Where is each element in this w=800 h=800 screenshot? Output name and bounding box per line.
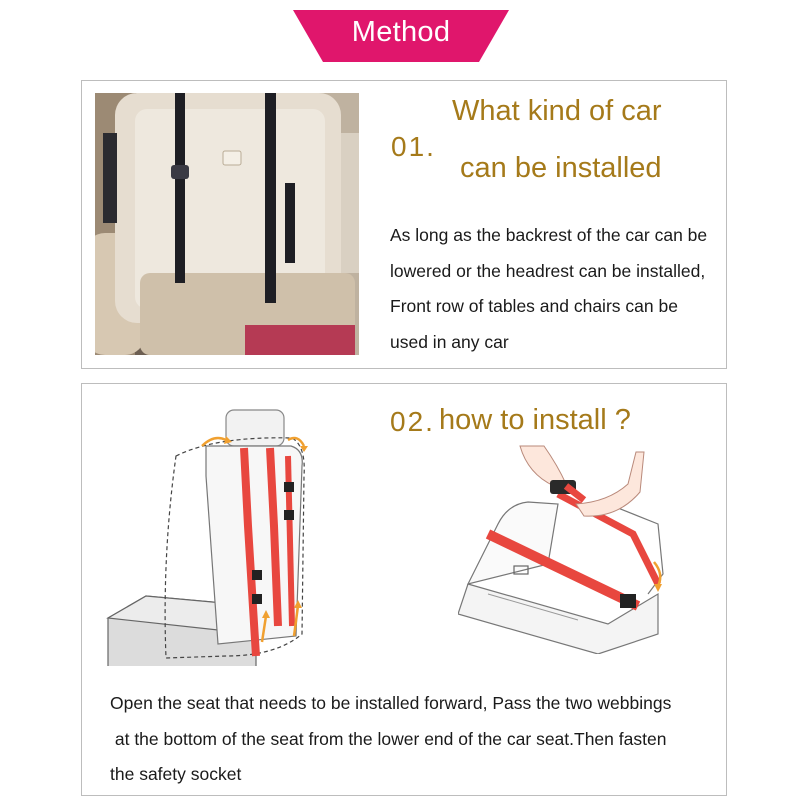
step1-panel (81, 80, 727, 369)
step1-line: lowered or the headrest can be installed, (390, 260, 706, 281)
step2-line: Open the seat that needs to be installed forward, Pass the two webbings (110, 693, 672, 713)
step1-line: As long as the backrest of the car can be (390, 225, 708, 245)
step1-line: used in any car (390, 331, 509, 352)
step2-number: 02. (390, 406, 435, 437)
step1-description (390, 218, 707, 360)
banner-title: Method (351, 16, 451, 48)
step1-number: 01. (391, 131, 436, 162)
car-seat-photo (95, 93, 359, 355)
step1-heading-line1: What kind of car (452, 95, 662, 127)
buckle-fastening-illustration (458, 444, 678, 659)
step2-panel (81, 383, 727, 796)
step1-line: Front row of tables and chairs can be (390, 296, 678, 316)
step2-heading: how to install ? (439, 404, 631, 436)
step2-line: at the bottom of the seat from the lower end of the car seat.Then fasten (110, 728, 667, 749)
seat-strap-illustration (106, 406, 316, 671)
method-banner (293, 10, 509, 62)
step2-line: the safety socket (110, 764, 242, 784)
step1-heading-line2: can be installed (460, 152, 662, 184)
step2-description (110, 686, 671, 793)
